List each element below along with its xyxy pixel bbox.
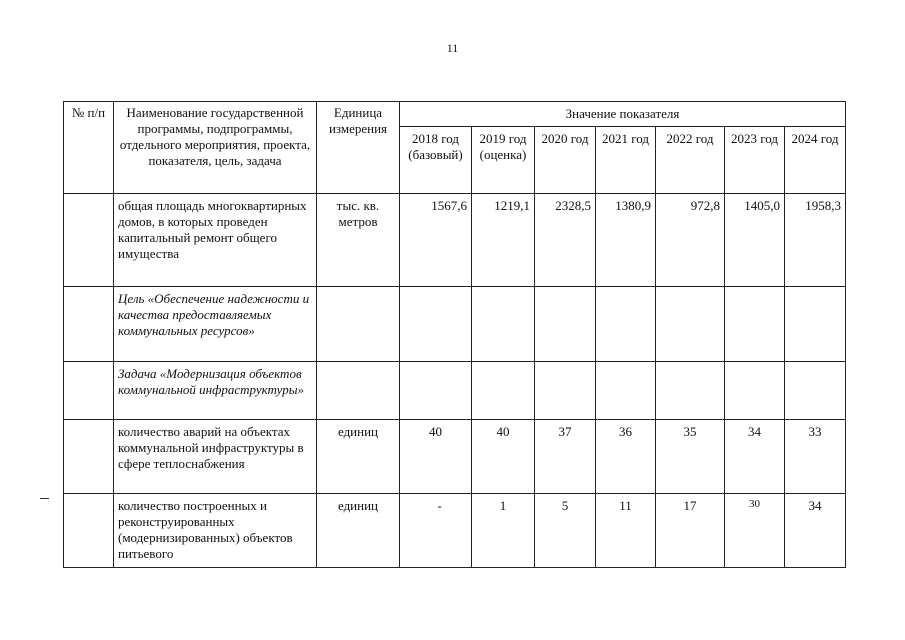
value-2024: 1958,3: [785, 194, 846, 287]
indicator-name: количество построенных и реконструированных (модернизированных) объектов питьевого: [114, 494, 317, 568]
header-unit: Единица измерения: [317, 102, 400, 194]
header-year-2021: 2021 год: [596, 126, 656, 193]
header-name: Наименование государственной программы, подпрограммы, отдельного мероприятия, проекта, показателя, цель, задача: [114, 102, 317, 194]
row-number-cell: [64, 494, 114, 568]
value-2019: 1219,1: [472, 194, 535, 287]
value-2023: 30: [725, 494, 785, 568]
value-2019: 40: [472, 420, 535, 494]
indicator-table: [63, 101, 846, 568]
page-number: 11: [446, 41, 459, 55]
header-no: № п/п: [64, 102, 114, 194]
value-2022: [656, 287, 725, 362]
value-2021: [596, 287, 656, 362]
value-2022: 972,8: [656, 194, 725, 287]
task-name: Задача «Модернизация объектов коммунальной инфраструктуры»: [114, 362, 317, 420]
value-2020: 5: [535, 494, 596, 568]
indicator-name: количество аварий на объектах коммунальной инфраструктуры в сфере теплоснабжения: [114, 420, 317, 494]
value-2023: 1405,0: [725, 194, 785, 287]
value-2018: 40: [400, 420, 472, 494]
value-2023: [725, 362, 785, 420]
value-2019: 1: [472, 494, 535, 568]
value-2022: [656, 362, 725, 420]
margin-mark: [40, 498, 49, 499]
value-2020: 37: [535, 420, 596, 494]
row-number-cell: [64, 420, 114, 494]
unit-cell: единиц: [317, 420, 400, 494]
unit-cell: тыс. кв. метров: [317, 194, 400, 287]
header-year-2018: 2018 год (базовый): [400, 126, 472, 193]
header-year-2020: 2020 год: [535, 126, 596, 193]
value-2021: 11: [596, 494, 656, 568]
row-number-cell: [64, 362, 114, 420]
value-2022: 35: [656, 420, 725, 494]
header-year-2019: 2019 год (оценка): [472, 126, 535, 193]
unit-cell: единиц: [317, 494, 400, 568]
value-2020: 2328,5: [535, 194, 596, 287]
value-2019: [472, 362, 535, 420]
unit-cell: [317, 287, 400, 362]
value-2021: [596, 362, 656, 420]
header-year-2023: 2023 год: [725, 126, 785, 193]
header-row-1: [64, 102, 846, 127]
table-row: [64, 420, 846, 494]
value-2024: [785, 362, 846, 420]
value-2018: -: [400, 494, 472, 568]
value-2021: 1380,9: [596, 194, 656, 287]
unit-cell: [317, 362, 400, 420]
value-2018: 1567,6: [400, 194, 472, 287]
value-2023: 34: [725, 420, 785, 494]
indicator-name: общая площадь многоквартирных домов, в которых проведен капитальный ремонт общего имущества: [114, 194, 317, 287]
row-number-cell: [64, 287, 114, 362]
value-2021: 36: [596, 420, 656, 494]
value-2024: 34: [785, 494, 846, 568]
goal-name: Цель «Обеспечение надежности и качества предоставляемых коммунальных ресурсов»: [114, 287, 317, 362]
value-2022: 17: [656, 494, 725, 568]
table-row: [64, 287, 846, 362]
value-2023: [725, 287, 785, 362]
table-row: [64, 494, 846, 568]
value-2019: [472, 287, 535, 362]
value-2024: [785, 287, 846, 362]
value-2018: [400, 287, 472, 362]
value-2024: 33: [785, 420, 846, 494]
value-2020: [535, 287, 596, 362]
table-row: [64, 194, 846, 287]
row-number-cell: [64, 194, 114, 287]
header-year-2024: 2024 год: [785, 126, 846, 193]
header-year-2022: 2022 год: [656, 126, 725, 193]
value-2020: [535, 362, 596, 420]
header-indicator-value: Значение показателя: [400, 102, 846, 127]
value-2018: [400, 362, 472, 420]
table-row: [64, 362, 846, 420]
